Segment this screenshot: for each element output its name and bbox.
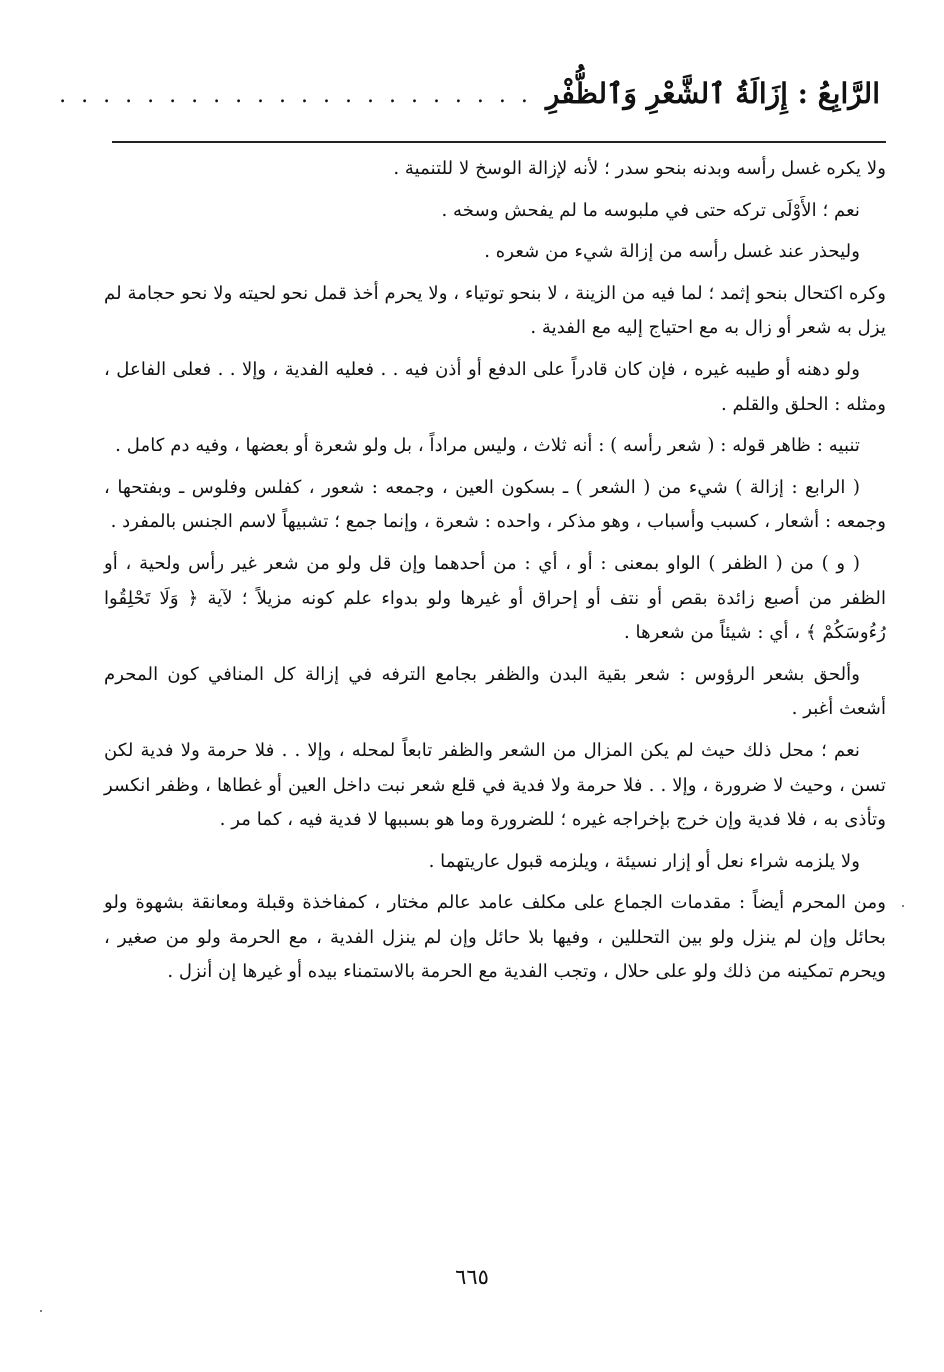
- paragraph: ولا يكره غسل رأسه وبدنه بنحو سدر ؛ لأنه لإزالة الوسخ لا للتنمية .: [393, 158, 886, 179]
- paragraph: ( الرابع : إزالة ) شيء من ( الشعر ) ـ بسكون العين ، وجمعه : شعور ، كفلس وفلوس ـ وبفتحها ، وجمعه : أشعار ، كسبب وأسباب ، وهو مذكر ، واحده : شعرة ، وإنما جمع ؛ تشبيهاً لاسم الجنس بالمفرد .: [104, 476, 886, 533]
- running-header: [59, 58, 880, 114]
- paragraph: ولا يلزمه شراء نعل أو إزار نسيئة ، ويلزمه قبول عاريتهما .: [428, 850, 860, 872]
- header-rule: [112, 141, 886, 143]
- paragraph: ( و ) من ( الظفر ) الواو بمعنى : أو ، أي : من أحدهما وإن قل ولو من شعر غير رأس ولحية ، أو الظفر من أصبع زائدة بقص أو نتف أو إحراق أو غيرها ولو بدواء علم كونه مزيلاً ؛ لآية ﴿ وَلَا تَحْلِقُوا رُءُوسَكُمْ ﴾ ، أي : شيئاً من شعرها .: [104, 552, 886, 644]
- main-text: [104, 152, 886, 997]
- paragraph: ولو دهنه أو طيبه غيره ، فإن كان قادراً على الدفع أو أذن فيه . . فعليه الفدية ، وإلا . . فعلى الفاعل ، ومثله : الحلق والقلم .: [104, 358, 886, 415]
- paragraph: نعم ؛ محل ذلك حيث لم يكن المزال من الشعر والظفر تابعاً لمحله ، وإلا . . فلا حرمة ولا فدية لكن تسن ، وحيث لا ضرورة ، وإلا . . فلا حرمة ولا فدية في قلع شعر نبت داخل العين أو غطاها ، وظفر انكسر وتأذى به ، فلا فدية وإن خرج بإخراجه غيره ؛ للضرورة وما هو بسببها لا فدية فيه ، كما مر .: [104, 739, 886, 831]
- chapter-title: الرَّابِعُ : إِزَالَةُ ٱلشَّعْرِ وَٱلظُّفْرِ: [545, 77, 880, 110]
- paragraph: ومن المحرم أيضاً : مقدمات الجماع على مكلف عامد عالم مختار ، كمفاخذة وقبلة ومعانقة بشهوة ولو بحائل وإن لم ينزل ولو بين التحللين ، وفيها بلا حائل وإن لم ينزل الفدية ، مع الحرمة ولو من صغير ، ويحرم تمكينه من ذلك ولو على حلال ، وتجب الفدية مع الحرمة بالاستمناء بيده أو غيرها إن أنزل .: [104, 892, 886, 983]
- paragraph: تنبيه : ظاهر قوله : ( شعر رأسه ) : أنه ثلاث ، وليس مراداً ، بل ولو شعرة أو بعضها ، وفيه دم كامل .: [115, 435, 860, 457]
- page-number: ٦٦٥: [455, 1265, 489, 1289]
- paragraph: وألحق بشعر الرؤوس : شعر بقية البدن والظفر بجامع الترفه في إزالة كل المنافي كون المحرم أشعث أغبر .: [104, 663, 886, 720]
- paragraph: وكره اكتحال بنحو إثمد ؛ لما فيه من الزينة ، لا بنحو توتياء ، ولا يحرم أخذ قمل نحو لحيته ولا نحو حجامة لم يزل به شعر أو زال به مع احتياج إليه مع الفدية .: [104, 282, 886, 339]
- scan-speck: [902, 905, 904, 907]
- leader-dots: . . . . . . . . . . . . . . . . . . . . . .: [59, 83, 532, 108]
- scan-speck: [40, 1310, 42, 1312]
- paragraph: نعم ؛ الأَوْلَى تركه حتى في ملبوسه ما لم يفحش وسخه .: [441, 199, 860, 221]
- paragraph: وليحذر عند غسل رأسه من إزالة شيء من شعره .: [484, 241, 860, 263]
